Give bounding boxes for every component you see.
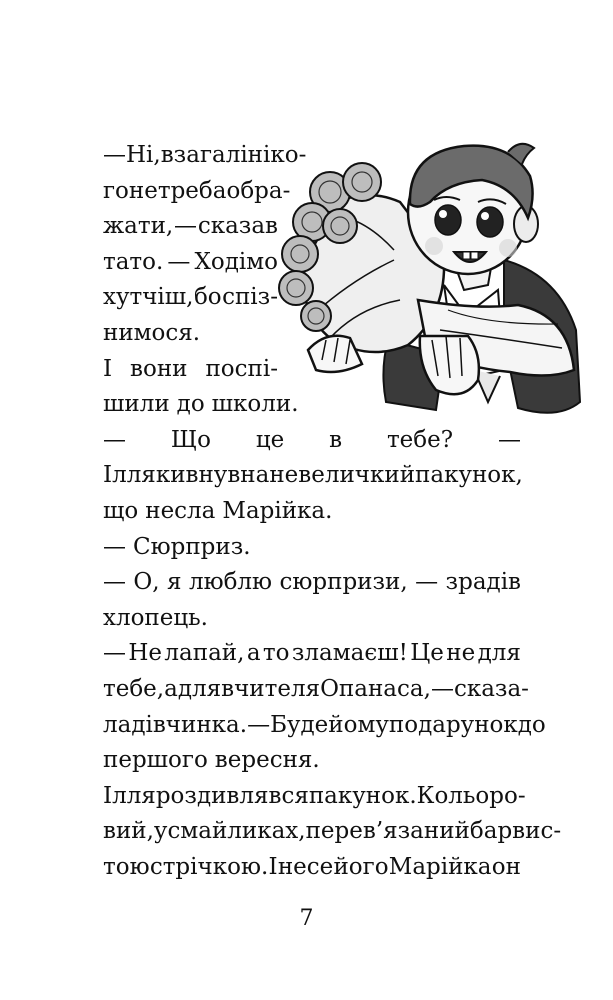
word: жати, (103, 213, 174, 240)
text-line (103, 816, 562, 847)
word: роздивлявся (155, 782, 309, 809)
word: вони (130, 355, 188, 382)
word: у (153, 818, 168, 845)
word: ніко- (247, 142, 307, 168)
word: взагалі (160, 142, 248, 168)
word: йому (328, 711, 389, 738)
word: — (415, 569, 439, 596)
word: кивнув (155, 462, 241, 489)
word: вересня. (214, 747, 320, 774)
word: в (329, 426, 343, 453)
word: хутчіш, (103, 284, 194, 311)
word: зрадів (445, 569, 521, 596)
word: Ні, (126, 142, 161, 168)
word: нимося. (103, 320, 201, 346)
word: я (167, 569, 182, 596)
word: бо (193, 284, 222, 311)
word: Ілля (103, 462, 156, 489)
word: стрічкою. (149, 854, 269, 880)
word: Марійка. (222, 498, 333, 524)
word: для (477, 640, 521, 667)
word: — (103, 533, 126, 560)
word: то (262, 640, 290, 667)
word: смайликах, (167, 818, 306, 845)
word: хлопець. (103, 604, 208, 631)
word: люблю (188, 569, 273, 596)
word: що (103, 498, 139, 524)
word: Сюрприз. (133, 533, 251, 560)
word: подарунок (388, 711, 518, 738)
text-line (103, 247, 278, 278)
word: — (247, 711, 271, 738)
word: — (103, 640, 126, 667)
word: обра- (226, 177, 291, 204)
word: — (174, 213, 198, 240)
text-line (103, 532, 521, 563)
word: тою (103, 854, 150, 880)
word: — (103, 569, 126, 596)
word: а (246, 640, 261, 667)
text-line (103, 603, 521, 634)
word: он (491, 854, 521, 880)
word: — (497, 426, 521, 453)
word: невеличкий (269, 462, 416, 489)
word: І (268, 854, 278, 880)
word: сказа- (453, 676, 529, 702)
word: для (177, 676, 222, 702)
text-line (103, 211, 278, 242)
text-line (103, 496, 521, 527)
text-line (103, 176, 291, 207)
word: спіз- (222, 284, 278, 311)
word: Буде (270, 711, 329, 738)
text-line (103, 674, 529, 705)
word: вий, (103, 818, 154, 845)
word: Ходімо (194, 248, 278, 275)
word: — (430, 676, 454, 702)
word: Це (410, 640, 444, 667)
text-line (103, 389, 299, 420)
text-line (103, 745, 521, 776)
word: сказав (197, 213, 278, 240)
text-line (103, 852, 521, 883)
word: І (103, 355, 113, 382)
word: шили (103, 391, 170, 418)
word: О, (133, 569, 160, 596)
word: його (333, 854, 389, 880)
word: пакунок, (415, 462, 523, 489)
word: — (103, 142, 126, 168)
text-line (103, 567, 521, 598)
word: сюрпризи, (279, 569, 408, 596)
word: — (167, 248, 191, 275)
page-number: 7 (299, 906, 314, 931)
word: го (103, 177, 129, 204)
word: Марійка (388, 854, 492, 880)
word: це (255, 426, 285, 453)
word: Що (170, 426, 211, 453)
word: ла (103, 711, 132, 738)
word: поспі- (205, 355, 278, 382)
word: барвис- (469, 818, 562, 845)
text-line (103, 460, 521, 491)
word: тато. (103, 248, 164, 275)
word: Кольоро- (416, 782, 526, 809)
word: — (103, 426, 126, 453)
word: першого (103, 747, 208, 774)
word: зламаєш! (291, 640, 408, 667)
word: тебе, (103, 676, 165, 702)
word: до (517, 711, 546, 738)
word: Не (128, 640, 163, 667)
text-line (103, 710, 546, 741)
word: на (240, 462, 270, 489)
word: дівчинка. (131, 711, 248, 738)
word: перев’язаний (305, 818, 470, 845)
word: пакунок. (308, 782, 417, 809)
word: тебе? (386, 426, 454, 453)
boy-with-flower-bouquet-icon (268, 140, 584, 438)
word: до (176, 391, 205, 418)
word: вчителя (221, 676, 321, 702)
word: несе (277, 854, 334, 880)
word: несла (145, 498, 216, 524)
word: треба (157, 177, 227, 204)
word: школи. (211, 391, 299, 418)
word: лапай, (164, 640, 245, 667)
word: Ілля (103, 782, 156, 809)
text-line (103, 318, 278, 349)
word: Опанаса, (320, 676, 431, 702)
text-line (103, 638, 521, 669)
word: не (128, 177, 158, 204)
text-line (103, 282, 278, 313)
text-line (103, 140, 307, 171)
word: а (164, 676, 178, 702)
text-line (103, 781, 526, 812)
word: не (446, 640, 476, 667)
text-line (103, 354, 278, 385)
